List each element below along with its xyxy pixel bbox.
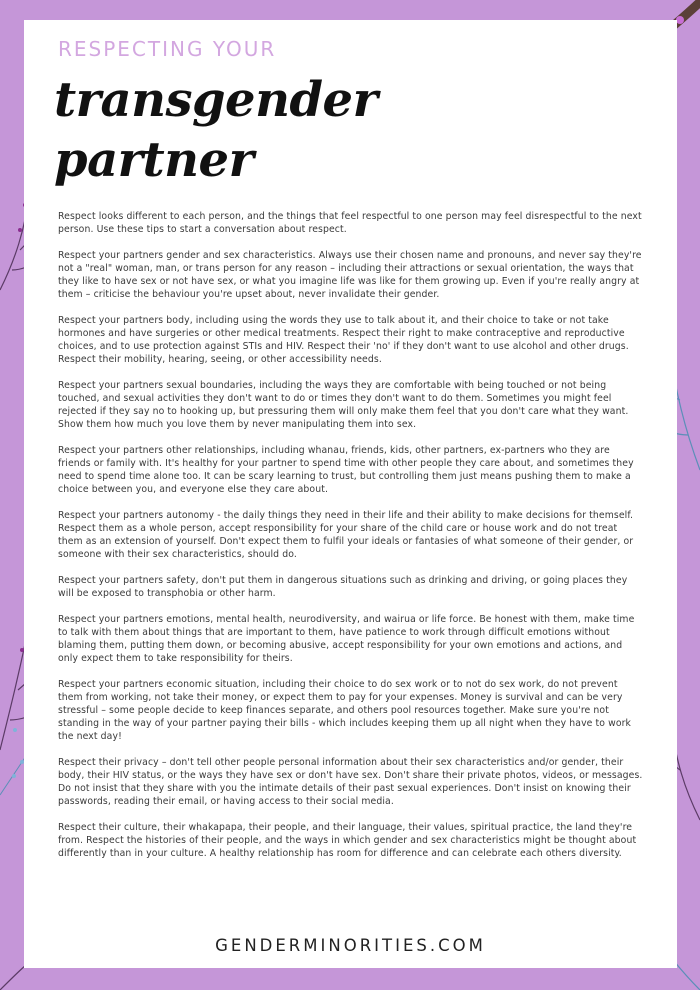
footer-website: GENDERMINORITIES.COM <box>215 936 486 955</box>
page-title-line-2: partner <box>54 132 254 188</box>
tip-culture-paragraph: Respect their culture, their whakapapa, their people, and their language, their values, spiritual practice, the land they're from. Respect the histories of their people, and the ways in which gender and sex characteristics might be thought about differently than in your culture. A healthy relationship has room for difference and can celebrate each others diversity. <box>58 822 637 859</box>
tip-emotions-paragraph: Respect your partners emotions, mental health, neurodiversity, and wairua or life force. Be honest with them, make time to talk with them about things that are important to them, have patience to work through difficult emotions without blaming them, putting them down, or becoming abusive, accept responsibility for your own emotions and actions, and only expect them to take responsibility for theirs. <box>58 614 635 664</box>
tip-economic-paragraph: Respect your partners economic situation, including their choice to do sex work or to not do sex work, do not prevent them from working, not take their money, or expect them to pay for your expenses. Money is survival and can be very stressful – some people decide to keep finances separate, and others pool resources together. Make sure you're not standing in the way of your partner paying their bills - which includes keeping them up all night when they have to work the next day! <box>58 679 632 742</box>
kicker-heading: RESPECTING YOUR <box>58 37 277 61</box>
tip-gender-paragraph: Respect your partners gender and sex characteristics. Always use their chosen name and pronouns, and never say they're not a "real" woman, man, or trans person for any reason – including their attractions or sexual orientation, the ways that they like to have sex or not have sex, or what you imagine life was like for them growing up. Even if you're really angry at them – criticise the behaviour you're upset about, never invalidate their gender. <box>58 250 642 300</box>
tip-autonomy-paragraph: Respect your partners autonomy - the daily things they need in their life and their ability to make decisions for themself. Respect them as a whole person, accept responsibility for your share of the child care or house work and do not treat them as an extension of yourself. Don't expect them to fulfil your ideals or fantasies of what someone of their gender, or someone with their sex characteristics, should do. <box>58 510 634 560</box>
tip-body-paragraph: Respect your partners body, including using the words they use to talk about it, and their choice to take or not take hormones and have surgeries or other medical treatments. Respect their right to make contraceptive and reproductive choices, and to use protection against STIs and HIV. Respect their 'no' if they don't want to use alcohol and other drugs. Respect their mobility, hearing, seeing, or other accessibility needs. <box>58 315 629 365</box>
blossom-dot <box>676 16 684 24</box>
intro-paragraph: Respect looks different to each person, and the things that feel respectful to one person may feel disrespectful to the next person. Use these tips to start a conversation about respect. <box>58 211 642 235</box>
tips-content <box>58 210 643 873</box>
tip-privacy-paragraph: Respect their privacy – don't tell other people personal information about their sex characteristics and/or gender, their body, their HIV status, or the ways they have sex or don't have sex. Don't share their private photos, videos, or messages. Do not insist that they share with you the intimate details of their past sexual experiences. Don't insist on knowing their passwords, reading their email, or having access to their social media. <box>58 757 643 807</box>
tip-relationships-paragraph: Respect your partners other relationships, including whanau, friends, kids, other partners, ex-partners who they are friends or family with. It's healthy for your partner to spend time with other people they care about, and sometimes they need to spend time alone too. It can be scary learning to trust, but controlling them just means pushing them to make a choice between you, and everyone else they care about. <box>58 445 634 495</box>
page-title <box>54 70 384 190</box>
tip-sexual-boundaries-paragraph: Respect your partners sexual boundaries, including the ways they are comfortable with being touched or not being touched, and sexual activities they don't want to do or times they don't want to do them. Sometimes you might feel rejected if they say no to hooking up, but pressuring them will only make them feel that you don't care what they want. Show them how much you love them by never manipulating them into sex. <box>58 380 629 430</box>
page-title-line-1: transgender <box>54 72 378 128</box>
poster-page <box>24 20 677 968</box>
tip-safety-paragraph: Respect your partners safety, don't put them in dangerous situations such as drinking and driving, or going places they will be exposed to transphobia or other harm. <box>58 575 628 599</box>
